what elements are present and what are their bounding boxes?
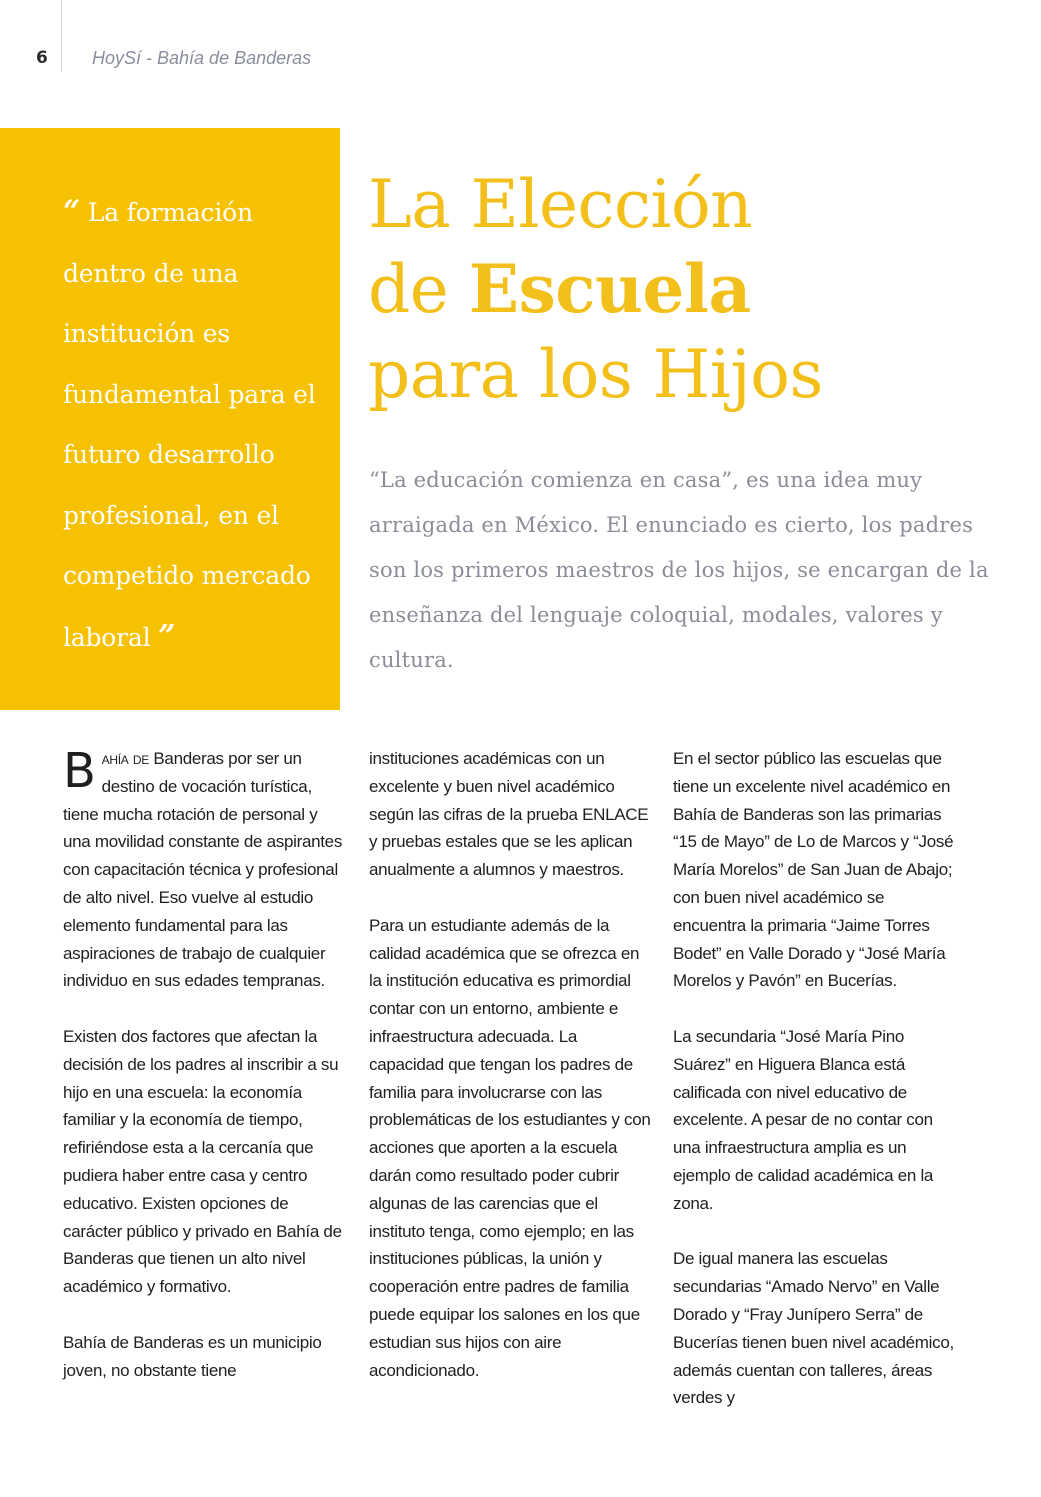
headline [368, 162, 1018, 417]
body-paragraph: instituciones académicas con un excelente y buen nivel académico según las cifras de la prueba ENLACE y pruebas estales que se les aplican anualmente a alumnos y maestros. [369, 749, 649, 880]
open-quote-icon: “ [63, 194, 81, 229]
header-divider [61, 0, 62, 72]
body-paragraph: Bahía de Banderas es un municipio joven, no obstante tiene [63, 1332, 322, 1380]
body-paragraph [63, 745, 348, 995]
body-column-3 [673, 745, 958, 1440]
body-column-1 [63, 745, 348, 1412]
publication-title: HoySí - Bahía de Banderas [92, 48, 312, 68]
pull-quote-text: La formación dentro de una institución es fundamental para el futuro desarrollo profesional, en el competido mercado laboral [63, 198, 316, 652]
small-caps-lead: ahía de [101, 749, 149, 768]
body-text: Banderas por ser un destino de vocación turística, tiene mucha rotación de personal y una movilidad constante de aspirantes con capacitación técnica y profesional de alto nivel. Eso vuelve al estudio elemento fundamental para las aspiraciones de trabajo de cualquier individuo en sus edades tempranas. [63, 749, 343, 991]
close-quote-icon: ” [158, 618, 176, 654]
lead-paragraph: “La educación comienza en casa”, es una idea muy arraigada en México. El enunciado es cierto, los padres son los primeros maestros de los hijos, se encargan de la enseñanza del lenguaje coloquial, modales, valores y cultura. [369, 468, 989, 672]
body-paragraph: En el sector público las escuelas que tiene un excelente nivel académico en Bahía de Banderas son las primarias “15 de Mayo” de Lo de Marcos y “José María Morelos” de San Juan de Abajo; con buen nivel académico se encuentra la primaria “Jaime Torres Bodet” en Valle Dorado y “José María Morelos y Pavón” en Bucerías. [673, 749, 954, 991]
page-number: 6 [36, 48, 48, 68]
body-paragraph: La secundaria “José María Pino Suárez” en Higuera Blanca está calificada con nivel educativo de excelente. A pesar de no contar con una infraestructura amplia es un ejemplo de calidad académica en la zona. [673, 1026, 934, 1213]
body-paragraph: Para un estudiante además de la calidad académica que se ofrezca en la institución educativa es primordial contar con un entorno, ambiente e infraestructura adecuada. La capacidad que tengan los padres de familia para involucrarse con las problemáticas de los estudiantes y con acciones que aporten a la escuela darán como resultado poder cubrir algunas de las carencias que el instituto tenga, como ejemplo; en las instituciones públicas, la unión y cooperación entre padres de familia puede equipar los salones en los que estudian sus hijos con aire acondicionado. [369, 915, 651, 1380]
body-paragraph: Existen dos factores que afectan la decisión de los padres al inscribir a su hijo en una escuela: la economía familiar y la economía de tiempo, refiriéndose esta a la cercanía que pudiera haber entre casa y centro educativo. Existen opciones de carácter público y privado en Bahía de Banderas que tienen un alto nivel académico y formativo. [63, 1026, 342, 1297]
pull-quote [63, 182, 323, 668]
body-paragraph: De igual manera las escuelas secundarias “Amado Nervo” en Valle Dorado y “Fray Junípero Serra” de Bucerías tienen buen nivel académico, además cuentan con talleres, áreas verdes y [673, 1249, 954, 1408]
body-column-2 [369, 745, 654, 1412]
drop-cap: B [63, 743, 96, 799]
headline-line-1: La Elección [368, 166, 753, 243]
headline-line-2-prefix: de [368, 251, 469, 328]
headline-line-2-bold: Escuela [468, 250, 751, 328]
headline-line-3: para los Hijos [368, 336, 823, 413]
